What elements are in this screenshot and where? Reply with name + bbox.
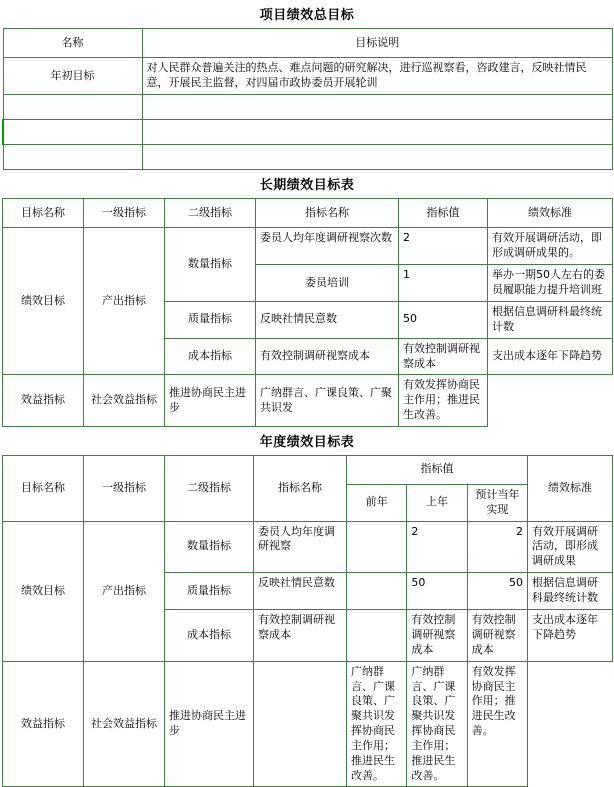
- section-title-total-goal: 项目绩效总目标: [259, 8, 355, 23]
- cell-value-prev1: 50: [407, 573, 467, 610]
- header-indicator-value: 指标值: [399, 199, 488, 228]
- cell-indicator-name: 有效控制调研视察成本: [256, 338, 399, 375]
- cell-value-prev1: 广纳群言、广课良策、广聚共识发挥协商民主作用；推进民生改善。: [347, 661, 407, 787]
- header-name: 名称: [3, 29, 142, 58]
- cell-level2: 质量指标: [165, 302, 256, 339]
- cell-standard: 支出成本逐年下降趋势: [528, 610, 613, 662]
- header-standard: 绩效标准: [488, 199, 613, 228]
- cell-value-current: 有效控制调研视察成本: [467, 610, 527, 662]
- table-row: [3, 95, 613, 120]
- cell-indicator-name: 推进协商民主进步: [165, 375, 256, 427]
- cell-level1: 产出指标: [84, 228, 165, 375]
- cell-indicator-name: 委员人均年度调研视察: [254, 521, 347, 573]
- cell-level1: 效益指标: [3, 661, 84, 787]
- header-target-name: 目标名称: [3, 199, 84, 228]
- cell-level2: 成本指标: [165, 338, 256, 375]
- header-target-name: 目标名称: [3, 455, 84, 521]
- cell-indicator-name: 反映社情民意数: [254, 573, 347, 610]
- cell-value-current: 广纳群言、广课良策、广聚共识发挥协商民主作用；推进民生改善。: [407, 661, 467, 787]
- cell-target-name: 绩效目标: [3, 228, 84, 375]
- table-row: [3, 375, 613, 427]
- cell-standard: 根据信息调研科最终统计数: [488, 302, 613, 339]
- cell-goal-description: [142, 145, 613, 170]
- cell-level2: 数量指标: [165, 228, 256, 302]
- header-standard: 绩效标准: [528, 455, 613, 521]
- cell-level1: 产出指标: [84, 521, 165, 661]
- header-description: 目标说明: [142, 29, 613, 58]
- cell-level1: 效益指标: [3, 375, 84, 427]
- cell-value-prev1: 有效控制调研视察成本: [407, 610, 467, 662]
- table-annual-goals: [2, 455, 613, 787]
- cell-indicator-value: 有效控制调研视察成本: [399, 338, 488, 375]
- section-title-annual: 年度绩效目标表: [259, 434, 355, 450]
- cell-value-prev2: [347, 610, 407, 662]
- cell-indicator-value: 50: [399, 302, 488, 339]
- table-total-goal: [2, 28, 613, 170]
- cell-value-current: 2: [467, 521, 527, 573]
- cell-indicator-value: 1: [399, 265, 488, 302]
- cell-standard: 根据信息调研科最终统计数: [528, 573, 613, 610]
- cell-value-prev2: [347, 521, 407, 573]
- table-row: [3, 228, 613, 265]
- cell-goal-name: 年初目标: [3, 58, 142, 95]
- cell-value-prev2: [347, 573, 407, 610]
- cell-standard: 支出成本逐年下降趋势: [488, 338, 613, 375]
- header-last-year: 上年: [407, 484, 467, 521]
- header-indicator-value-group: 指标值: [347, 455, 528, 484]
- cell-target-name: 绩效目标: [3, 521, 84, 661]
- table-row: [3, 58, 613, 95]
- header-level2: 二级指标: [165, 199, 256, 228]
- header-indicator-name: 指标名称: [256, 199, 399, 228]
- header-level1: 一级指标: [84, 199, 165, 228]
- table-row: [3, 661, 613, 787]
- cell-goal-name: [3, 145, 142, 170]
- cell-indicator-name: 反映社情民意数: [256, 302, 399, 339]
- cell-standard: 有效发挥协商民主作用；推进民生改善。: [399, 375, 488, 427]
- section-title-long-term: 长期绩效目标表: [259, 178, 355, 193]
- cell-level2: 社会效益指标: [84, 375, 165, 427]
- cell-indicator-name: 委员人均年度调研视察次数: [256, 228, 399, 265]
- header-year-before-last: 前年: [347, 484, 407, 521]
- cell-goal-name: [3, 120, 142, 145]
- cell-value-current: 50: [467, 573, 527, 610]
- cell-standard: 有效开展调研活动，即形成调研成果的。: [488, 228, 613, 265]
- cell-value-prev2: [254, 661, 347, 787]
- cell-goal-description: [142, 120, 613, 145]
- header-level2: 二级指标: [165, 455, 254, 521]
- table-header-row: [3, 455, 613, 484]
- cell-standard: 有效发挥协商民主作用；推进民生改善。: [467, 661, 527, 787]
- cell-indicator-value: 2: [399, 228, 488, 265]
- cell-level2: 质量指标: [165, 573, 254, 610]
- cell-goal-description: 对人民群众普遍关注的热点、难点问题的研究解决，进行巡视察看，咨政建言，反映社情民意，开展民主监督，对四届市政协委员开展轮训: [142, 58, 613, 95]
- cell-indicator-name: 有效控制调研视察成本: [254, 610, 347, 662]
- cell-value-prev1: 2: [407, 521, 467, 573]
- table-row: [3, 145, 613, 170]
- cell-indicator-value: 广纳群言、广课良策、广聚共识发: [256, 375, 399, 427]
- cell-level2: 数量指标: [165, 521, 254, 573]
- cell-goal-name: [3, 95, 142, 120]
- header-current-year: 预计当年实现: [467, 484, 527, 521]
- cell-standard: 举办一期50人左右的委员履职能力提升培训班: [488, 265, 613, 302]
- cell-level2: 成本指标: [165, 610, 254, 662]
- cell-standard: 有效开展调研活动，即形成调研成果: [528, 521, 613, 573]
- table-header-row: [3, 199, 613, 228]
- table-header-row: [3, 29, 613, 58]
- header-indicator-name: 指标名称: [254, 455, 347, 521]
- cell-indicator-name: 委员培训: [256, 265, 399, 302]
- header-level1: 一级指标: [84, 455, 165, 521]
- cell-level2: 社会效益指标: [84, 661, 165, 787]
- table-long-term-goals: [2, 198, 613, 427]
- cell-goal-description: [142, 95, 613, 120]
- table-row: [3, 521, 613, 573]
- cell-indicator-name: 推进协商民主进步: [165, 661, 254, 787]
- table-row: [3, 120, 613, 145]
